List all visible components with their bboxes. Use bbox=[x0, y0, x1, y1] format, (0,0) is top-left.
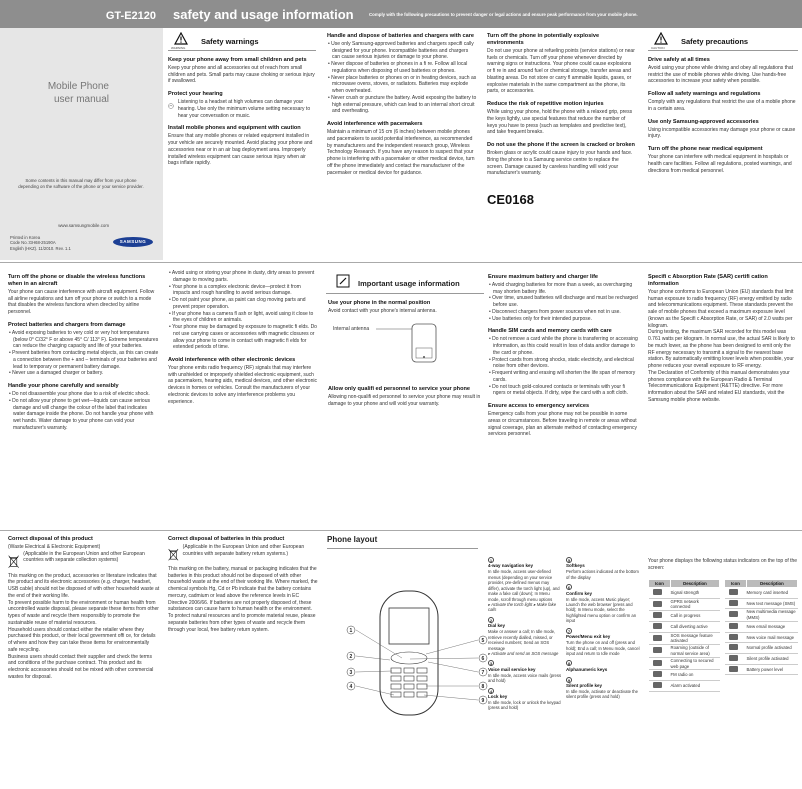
key-description: 6 Confirm key In Idle mode, access Music player; Launch the web browser (press and hold); In Menu mode, select the highlighted menu option or confirm an input bbox=[566, 585, 637, 624]
table-row: Signal strength bbox=[649, 588, 720, 599]
heading: Turn off the phone near medical equipment bbox=[648, 146, 763, 153]
safety-precautions-column bbox=[648, 32, 798, 257]
bullet: • Your phone is a complex electronic device—protect it from impacts and rough handling to avoid serious damage. bbox=[169, 283, 301, 297]
warning-caption: WARNING bbox=[171, 46, 186, 50]
paragraph: This marking on the product, accessories or literature indicates that the product and its electronic accessories (e.g. charger, headset, USB cable) should not be disposed of with other household waste at the end of their working life. bbox=[8, 572, 160, 599]
ce-mark: CE0168 bbox=[487, 192, 534, 208]
divider bbox=[0, 262, 802, 263]
cover-url: www.samsungmobile.com bbox=[58, 223, 109, 228]
svg-text:4: 4 bbox=[349, 684, 353, 690]
table-row: SOS message feature activated bbox=[649, 632, 720, 645]
cover-panel bbox=[0, 28, 163, 260]
bullet: • Never dispose of batteries or phones in a fi re. Follow all local regulations when disposing of used batteries or phones. bbox=[328, 61, 468, 74]
paragraph: To protect natural resources and to promote material reuse, please separate batteries from other types of waste and recycle them through your local, free battery return system. bbox=[168, 613, 316, 633]
col-icon: Icon bbox=[725, 580, 747, 588]
bullet: • Frequent writing and erasing will shorten the life span of memory cards. bbox=[489, 370, 636, 383]
section-title: safety and usage information bbox=[173, 7, 354, 22]
model-number: GT-E2120 bbox=[105, 10, 156, 22]
caution-icon bbox=[654, 32, 668, 45]
bullet: • Do not touch gold-coloured contacts or terminals with your fi ngers or metal objects. If dirty, wipe the card with a soft cloth. bbox=[489, 383, 628, 397]
paragraph: Your phone can interfere with medical equipment in hospitals or health care facilities. Follow all regulations, posted warnings, and directions from medical personnel. bbox=[648, 154, 792, 174]
heading: Correct disposal of this product bbox=[8, 536, 93, 542]
paragraph: Allowing non-qualifi ed personnel to service your phone may result in damage to your phone and will void your warranty. bbox=[328, 393, 481, 407]
paragraph: Avoid using your phone while driving and obey all regulations that restrict the use of mobile phones while driving. Use hands-free accessories to increase your safety when possible. bbox=[648, 64, 794, 85]
safety-precautions-title: Safety precautions bbox=[681, 37, 749, 46]
icons-intro: Your phone displays the following status indicators on the top of the screen: bbox=[648, 558, 798, 571]
normal-profile-icon bbox=[729, 644, 738, 650]
heading: Ensure access to emergency services bbox=[488, 403, 590, 410]
key-description: 1 4-way navigation key In Idle mode, access user-defined menus (depending on your service provider, pre-defined menus may differ), activate the torch light (up), and make a fake call (down); In Menu mode, scroll through menu options ▸ Activate the torch light ▸ Make fake calls bbox=[488, 558, 560, 613]
sms-icon bbox=[729, 600, 738, 606]
cover-title bbox=[0, 80, 109, 106]
bullet: • Avoid charging batteries for more than a week, as overcharging may shorten battery life. bbox=[489, 281, 633, 295]
table-row: Call in progress bbox=[649, 611, 720, 622]
hearing-block bbox=[168, 99, 316, 119]
divider bbox=[0, 530, 802, 531]
table-row: GPRS network connected bbox=[649, 598, 720, 611]
safety-warnings-title: Safety warnings bbox=[201, 37, 259, 46]
heading: Handle SIM cards and memory cards with care bbox=[488, 328, 612, 335]
sos-icon bbox=[653, 635, 662, 641]
heading: Reduce the risk of repetitive motion injuries bbox=[487, 101, 604, 108]
phone-layout-title: Phone layout bbox=[327, 535, 478, 549]
key-description: 4 Lock key In Idle mode, lock or unlock the keypad (press and hold) bbox=[488, 688, 561, 711]
print-info bbox=[10, 235, 71, 251]
email-icon bbox=[729, 623, 738, 629]
paragraph: Comply with any regulations that restrict the use of a mobile phone in a certain area. bbox=[648, 99, 796, 112]
paragraph: This marking on the battery, manual or packaging indicates that the batteries in this product should not be disposed of with other household waste at the end of their working life. Where marked, the chemical symbols Hg, Cd or Pb indicate that the battery contains mercury, cadmium or lead above the reference levels in EC Directive 2006/66. If batteries are not properly disposed of, these substances can cause harm to human health or the environment. bbox=[168, 565, 318, 613]
service-column bbox=[328, 380, 483, 440]
paragraph: Ensure that any mobile phones or related equipment installed in your vehicle are securely mounted. Avoid placing your phone and accessories near or in an air bag deployment area. Improperly installed wireless equipment can cause serious injury when air bags inflate rapidly. bbox=[168, 133, 313, 167]
bullet: • Do not paint your phone, as paint can clog moving parts and prevent proper operation. bbox=[169, 297, 306, 310]
header-bar bbox=[0, 0, 802, 28]
safety-warnings-column bbox=[168, 32, 316, 257]
table-row: Silent profile activated bbox=[725, 654, 798, 665]
paragraph: To prevent possible harm to the environment or human health from uncontrolled waste disposal, please separate these items from other types of waste and recycle them responsibly to promote the sustainable reuse of material resources. bbox=[8, 599, 159, 626]
crossed-bin-icon bbox=[8, 551, 19, 573]
col-desc: Description bbox=[747, 580, 798, 588]
bullet: • Disconnect chargers from power sources when not in use. bbox=[489, 308, 621, 315]
battery-bin-block bbox=[168, 544, 318, 566]
safety-warnings-header bbox=[168, 32, 316, 51]
key-description: 3 Voice mail service key In Idle mode, access voice mails (press and hold) bbox=[488, 661, 562, 684]
col-desc: Description bbox=[671, 580, 720, 588]
keys-left-column bbox=[488, 557, 562, 782]
heading: Allow only qualifi ed personnel to service your phone bbox=[328, 386, 471, 392]
key-description: 5 Softkeys Perform actions indicated at the bottom of the display bbox=[566, 558, 639, 580]
aircraft-column bbox=[8, 268, 160, 530]
paragraph: Business users should contact their supplier and check the terms and conditions of the purchase contract. This product and its electronic accessories should not be mixed with other commercial wastes for disposal. bbox=[8, 653, 154, 680]
edition: English (HKZ). 11/2010. Rev. 1.1 bbox=[10, 245, 71, 251]
table-row: Normal profile activated bbox=[725, 643, 798, 654]
safety-precautions-header bbox=[648, 32, 798, 51]
alarm-icon bbox=[653, 682, 662, 688]
bullet: • Your phone may be damaged by exposure to magnetic fi elds. Do not use carrying cases or accessories with magnetic closures or allow your phone to come in contact with magnetic fi elds for extended periods of time. bbox=[169, 324, 317, 351]
paragraph: (Applicable in the European Union and other European countries with separate battery return systems.) bbox=[182, 543, 305, 557]
key-description: 8 Alphanumeric keys bbox=[566, 661, 608, 672]
bullet: • Never use a damaged charger or battery. bbox=[9, 370, 104, 377]
divert-icon bbox=[653, 623, 662, 629]
voicemail-icon bbox=[729, 634, 738, 640]
bullet: • Use batteries only for their intended purpose. bbox=[489, 315, 592, 322]
table-row: Alarm activated bbox=[649, 681, 720, 692]
paragraph: Household users should contact either the retailer where they purchased this product, or their local government offi ce, for details of where and how they can take these items for environmentally safe recycling. bbox=[8, 626, 156, 653]
paragraph: (Waste Electrical & Electronic Equipment) bbox=[8, 543, 101, 550]
warning-icon bbox=[174, 32, 188, 45]
paragraph: While using your phone, hold the phone with a relaxed grip, press the keys lightly, use special features that reduce the number of keys you have to press (such as templates and predictive text), and take frequent breaks. bbox=[487, 109, 633, 136]
paragraph: During testing, the maximum SAR recorded for this model was 0.761 watts per kilogram. In normal use, the actual SAR is likely to be much lower, as the phone has been designed to emit only the RF energy necessary to transmit a signal to the nearest base station. By automatically emitting lower levels when possible, your phone reduces your overall exposure to RF energy. bbox=[648, 329, 795, 370]
paragraph: Maintain a minimum of 15 cm (6 inches) between mobile phones and pacemakers to avoid potential interference, as recommended by manufacturers and the independent research group, Wireless Technology Research. If you have any reason to suspect that your phone is interfering with a pacemaker or other medical device, turn off the phone immediately and contact the manufacturer of the pacemaker or medical device for guidance. bbox=[327, 129, 475, 176]
heading: Avoid interference with pacemakers bbox=[327, 121, 423, 128]
cover-title-line2: user manual bbox=[53, 94, 109, 105]
phone-hand-illustration bbox=[376, 320, 456, 370]
silent-profile-icon bbox=[729, 655, 738, 661]
phone-diagram bbox=[342, 588, 492, 718]
icons-table-left bbox=[648, 579, 720, 692]
paragraph: Avoid contact with your phone's internal antenna. bbox=[328, 307, 437, 314]
table-row: New text message (SMS) bbox=[725, 598, 798, 609]
svg-text:2: 2 bbox=[349, 654, 353, 660]
paragraph: Broken glass or acrylic could cause injury to your hands and face. Bring the phone to a Samsung service centre to replace the screen. Damage caused by careless handling will void your manufacturer's warranty. bbox=[487, 150, 633, 177]
table-row: Roaming (outside of normal service area) bbox=[649, 645, 720, 658]
signal-icon bbox=[653, 589, 662, 595]
cover-note: Some contents in this manual may differ from your phone depending on the software of the phone or your service provider. bbox=[18, 178, 144, 189]
heading: Protect your hearing bbox=[168, 91, 223, 98]
paragraph: (Applicable in the European Union and other European countries with separate collection systems) bbox=[23, 550, 145, 564]
heading: Avoid interference with other electronic devices bbox=[168, 357, 296, 363]
bullet: • Prevent batteries from contacting metal objects, as this can create a connection between the + and – terminals of your batteries and lead to temporary or permanent battery damage. bbox=[9, 350, 159, 370]
printed-in: Printed in Korea bbox=[10, 235, 41, 240]
table-row: New multimedia message (MMS) bbox=[725, 609, 798, 622]
paragraph: Listening to a headset at high volumes can damage your hearing. Use only the minimum volume setting necessary to hear your conversation or music. bbox=[177, 99, 311, 119]
heading: Correct disposal of batteries in this product bbox=[168, 536, 285, 542]
table-row: FM radio on bbox=[649, 670, 720, 681]
heading: Handle and dispose of batteries and chargers with care bbox=[327, 33, 475, 39]
heading: Install mobile phones and equipment with caution bbox=[168, 125, 301, 132]
icons-table-right bbox=[724, 579, 798, 675]
table-row: Call diverting active bbox=[649, 621, 720, 632]
bullet: • Do not allow your phone to get wet—liquids can cause serious damage and will change the colour of the label that indicates water damage inside the phone. Do not handle your phone with wet hands. Water damage to your phone can void your manufacturer's warranty. bbox=[9, 397, 154, 431]
call-icon bbox=[653, 612, 662, 618]
fm-radio-icon bbox=[653, 671, 662, 677]
key-description: 9 Silent profile key In Idle mode, activate or deactivate the silent profile (press and hold) bbox=[566, 677, 638, 700]
roaming-icon bbox=[653, 647, 662, 653]
bullet: • Use only Samsung-approved batteries and chargers specifi cally designed for your phone. Incompatible batteries and chargers can cause serious injuries or damage to your phone. bbox=[328, 40, 474, 61]
svg-text:7: 7 bbox=[481, 670, 485, 676]
heading: Specifi c Absorption Rate (SAR) certifi cation information bbox=[648, 274, 768, 287]
paragraph: Using incompatible accessories may damage your phone or cause injury. bbox=[648, 126, 796, 140]
key-description: 2 Dial key Make or answer a call; In Idle mode, retrieve recently dialled, missed, or received numbers; Send an SOS message ▸ Activate and send an SOS message bbox=[488, 617, 559, 657]
explosive-column bbox=[487, 31, 635, 259]
paragraph: Do not use your phone at refueling points (service stations) or near fuels or chemicals. Turn off your phone whenever directed by warning signs or instructions. Your phone could cause explosions or fi re in and around fuel or chemical storage, transfer areas and blasting areas. Do not store or carry fl ammable liquids, gases, or explosive materials in the same compartment as the phone, its parts, or accessories. bbox=[487, 47, 635, 95]
heading: Protect batteries and chargers from damage bbox=[8, 321, 126, 328]
weee-block bbox=[8, 551, 160, 573]
paragraph: Your phone can cause interference with aircraft equipment. Follow all airline regulations and turn off your phone or switch to a mode that disables the wireless functions when directed by airline personnel. bbox=[8, 288, 155, 316]
bullet: • If your phone has a camera fl ash or light, avoid using it close to the eyes of children or animals. bbox=[169, 310, 314, 324]
battery-disposal-column bbox=[168, 534, 318, 784]
battery-icon bbox=[729, 666, 738, 672]
keys-right-column bbox=[566, 557, 640, 782]
svg-text:8: 8 bbox=[481, 684, 485, 690]
bullet: • Over time, unused batteries will discharge and must be recharged before use. bbox=[489, 295, 638, 309]
table-row: New voice mail message bbox=[725, 632, 798, 643]
heading: Handle your phone carefully and sensibly bbox=[8, 383, 119, 390]
heading: Turn off the phone or disable the wireless functions when in an aircraft bbox=[8, 274, 146, 287]
sar-column bbox=[648, 268, 798, 530]
cover-title-line1: Mobile Phone bbox=[47, 81, 109, 92]
paragraph: Keep your phone and all accessories out of reach from small children and pets. Small parts may cause choking or serious injury if swallowed. bbox=[168, 64, 315, 85]
product-disposal-column bbox=[8, 534, 160, 784]
antenna-label: Internal antenna bbox=[333, 326, 370, 332]
caution-caption: CAUTION bbox=[651, 46, 665, 50]
heading: Use only Samsung-approved accessories bbox=[648, 118, 759, 125]
memory-card-icon bbox=[729, 589, 738, 595]
bullet: • Do not remove a card while the phone is transferring or accessing information, as this could result in loss of data and/or damage to the card or phone. bbox=[489, 336, 638, 356]
bullet: • Protect cards from strong shocks, static electricity, and electrical noise from other devices. bbox=[489, 356, 634, 370]
paragraph: Emergency calls from your phone may not be possible in some areas or circumstances. Before traveling in remote or areas without signal coverage, plan an alternate method of contacting emergency services personnel. bbox=[488, 411, 637, 438]
heading: Do not use the phone if the screen is cracked or broken bbox=[487, 142, 635, 149]
svg-text:9: 9 bbox=[481, 698, 485, 704]
table-row: Memory card inserted bbox=[725, 588, 798, 599]
svg-text:3: 3 bbox=[349, 670, 353, 676]
pencil-note-icon bbox=[336, 274, 350, 288]
svg-text:1: 1 bbox=[349, 628, 353, 634]
svg-text:5: 5 bbox=[481, 638, 485, 644]
bullet: • Avoid exposing batteries to very cold or very hot temperatures (below 0° C/32° F or above 45° C/ 113° F). Extreme temperatures can reduce the charging capacity and life of your batteries. bbox=[9, 329, 159, 350]
table-row: Connecting to secured web page bbox=[649, 657, 720, 670]
battery-life-column bbox=[488, 268, 638, 530]
important-usage-title: Important usage information bbox=[358, 279, 460, 288]
headset-icon bbox=[168, 99, 174, 113]
paragraph: Your phone emits radio frequency (RF) signals that may interfere with unshielded or improperly shielded electronic equipment, such as pacemakers, hearing aids, medical devices, and other electronic devices in homes or vehicles. Consult the manufacturers of your electronic devices to solve any interference problems you experience. bbox=[168, 364, 317, 405]
batteries-column bbox=[327, 31, 477, 259]
mms-icon bbox=[729, 611, 738, 617]
gprs-icon bbox=[653, 601, 662, 607]
important-usage-header bbox=[326, 270, 484, 294]
bullet: • Do not disassemble your phone due to a risk of electric shock. bbox=[9, 391, 150, 398]
heading: Keep your phone away from small children and pets bbox=[168, 57, 307, 63]
secure-web-icon bbox=[653, 660, 662, 666]
bullet: • Never crush or puncture the battery. Avoid exposing the battery to high external pressure, which can lead to an internal short circuit and overheating. bbox=[328, 94, 477, 115]
paragraph: Your phone conforms to European Union (EU) standards that limit human exposure to radio frequency (RF) energy emitted by radio and telecommunications equipment. These standards prevent the sale of mobile phones that exceed a maximum exposure level (known as the Specifi c Absorption Rate, or SAR) of 2.0 watts per kilogram. bbox=[648, 288, 794, 329]
col-icon: Icon bbox=[649, 580, 671, 588]
paragraph: The Declaration of Conformity of this manual demonstrates your phones compliance with the European Radio & Terminal Telecommunications Equipment (R&TTE) directive. For more information about the SAR and related EU standards, visit the Samsung mobile phone website. bbox=[648, 369, 790, 403]
heading: Use your phone in the normal position bbox=[328, 300, 431, 306]
bullet: • Never place batteries or phones on or in heating devices, such as microwave ovens, stoves, or radiators. Batteries may explode when overheated. bbox=[328, 74, 477, 95]
heading: Drive safely at all times bbox=[648, 57, 710, 63]
section-subtitle: Comply with the following precautions to prevent danger or legal actions and ensure peak performance from your mobile phone. bbox=[369, 12, 638, 17]
table-row: Battery power level bbox=[725, 664, 798, 675]
bullet: • Avoid using or storing your phone in dusty, dirty areas to prevent damage to moving parts. bbox=[169, 270, 315, 283]
key-description: 7 Power/Menu exit key Turn the phone on and off (press and hold); End a call; In Menu mode, cancel input and return to Idle mode bbox=[566, 628, 640, 656]
code-number: Code No.:GH68-25190A bbox=[10, 240, 56, 246]
crossed-bin-icon bbox=[168, 544, 179, 566]
heading: Turn off the phone in potentially explosive environments bbox=[487, 33, 600, 46]
care-column bbox=[168, 270, 318, 530]
svg-text:6: 6 bbox=[481, 656, 485, 662]
heading: Follow all safety warnings and regulations bbox=[648, 91, 761, 98]
heading: Ensure maximum battery and charger life bbox=[488, 274, 599, 280]
table-row: New email message bbox=[725, 621, 798, 632]
samsung-logo: SAMSUNG bbox=[113, 237, 153, 247]
